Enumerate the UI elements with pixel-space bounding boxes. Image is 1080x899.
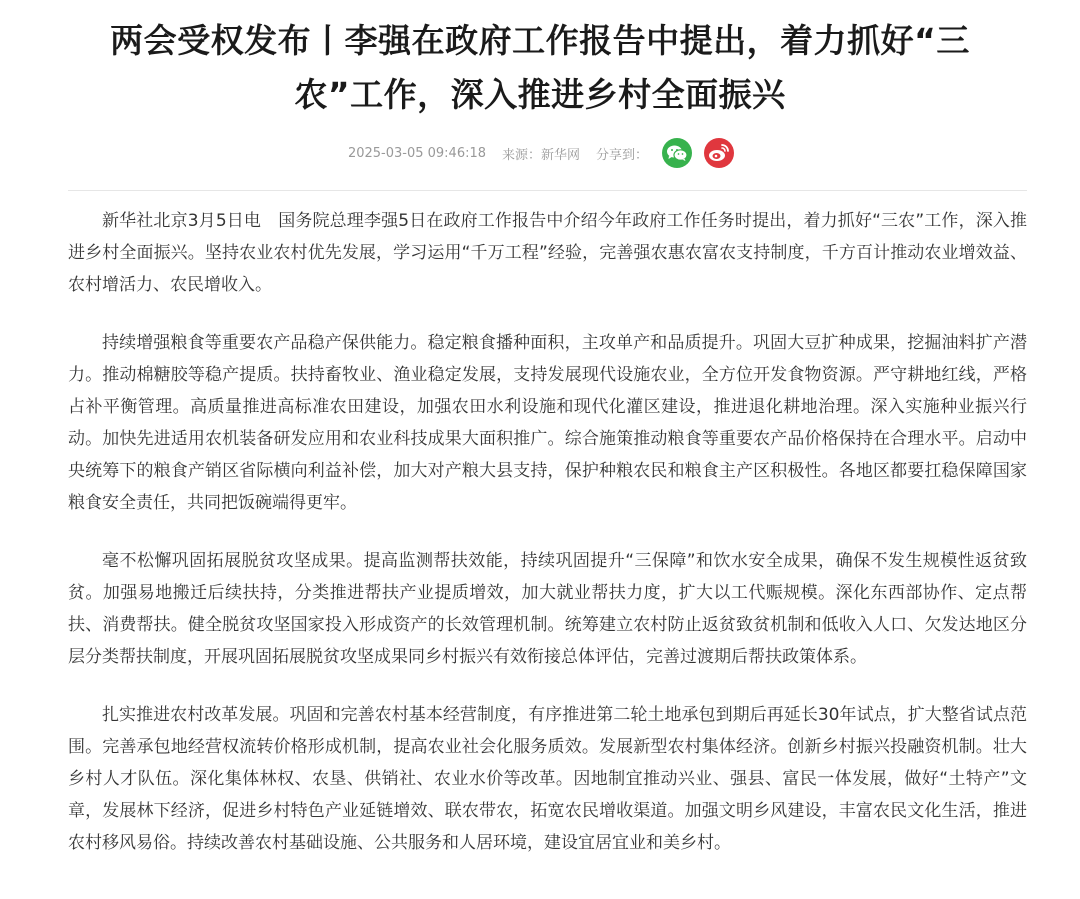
article-paragraph: 新华社北京3月5日电 国务院总理李强5日在政府工作报告中介绍今年政府工作任务时提出，着力抓好“三农”工作，深入推进乡村全面振兴。坚持农业农村优先发展，学习运用“千万工程”经验，完善强农惠农富农支持制度，千方百计推动农业增效益、农村增活力、农民增收入。 — [68, 211, 1027, 295]
publish-timestamp: 2025-03-05 09:46:18 — [347, 145, 487, 161]
share-label: 分享到： — [596, 147, 649, 163]
article-source: 来源：新华网 — [502, 147, 581, 163]
weibo-icon[interactable] — [704, 138, 734, 168]
wechat-icon[interactable] — [662, 138, 692, 168]
article-paragraph: 持续增强粮食等重要农产品稳产保供能力。稳定粮食播种面积，主攻单产和品质提升。巩固大豆扩种成果，挖掘油料扩产潜力。推动棉糖胶等稳产提质。扶持畜牧业、渔业稳定发展，支持发展现代设施农业，全方位开发食物资源。严守耕地红线，严格占补平衡管理。高质量推进高标准农田建设，加强农田水利设施和现代化灌区建设，推进退化耕地治理。深入实施种业振兴行动。加快先进适用农机装备研发应用和农业科技成果大面积推广。综合施策推动粮食等重要农产品价格保持在合理水平。启动中央统筹下的粮食产销区省际横向利益补偿，加大对产粮大县支持，保护种粮农民和粮食主产区积极性。各地区都要扛稳保障国家粮食安全责任，共同把饭碗端得更牢。 — [68, 333, 1027, 513]
article-paragraph: 扎实推进农村改革发展。巩固和完善农村基本经营制度，有序推进第二轮土地承包到期后再延长30年试点，扩大整省试点范围。完善承包地经营权流转价格形成机制，提高农业社会化服务质效。发展新型农村集体经济。创新乡村振兴投融资机制。壮大乡村人才队伍。深化集体林权、农垦、供销社、农业水价等改革。因地制宜推动兴业、强县、富民一体发展，做好“土特产”文章，发展林下经济，促进乡村特色产业延链增效、联农带农，拓宽农民增收渠道。加强文明乡风建设，丰富农民文化生活，推进农村移风易俗。持续改善农村基础设施、公共服务和人居环境，建设宜居宜业和美乡村。 — [68, 705, 1027, 853]
article-title: 两会受权发布丨李强在政府工作报告中提出，着力抓好“三农”工作，深入推进乡村全面振兴 — [110, 21, 970, 114]
article-paragraph: 毫不松懈巩固拓展脱贫攻坚成果。提高监测帮扶效能，持续巩固提升“三保障”和饮水安全成果，确保不发生规模性返贫致贫。加强易地搬迁后续扶持，分类推进帮扶产业提质增效，加大就业帮扶力度，扩大以工代赈规模。深化东西部协作、定点帮扶、消费帮扶。健全脱贫攻坚国家投入形成资产的长效管理机制。统筹建立农村防止返贫致贫机制和低收入人口、欠发达地区分层分类帮扶制度，开展巩固拓展脱贫攻坚成果同乡村振兴有效衔接总体评估，完善过渡期后帮扶政策体系。 — [68, 551, 1027, 667]
article-meta — [0, 136, 1080, 170]
article-body — [0, 191, 1080, 859]
